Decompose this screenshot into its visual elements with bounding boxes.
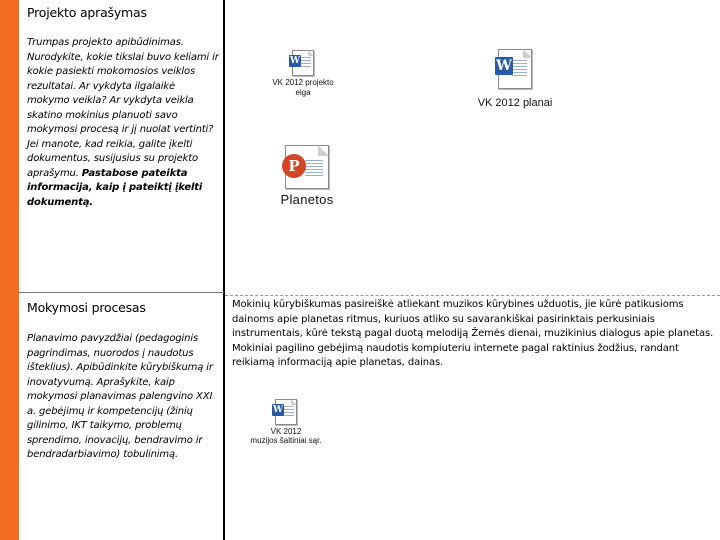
project-description-text[interactable] (27, 36, 219, 210)
word-document-icon: W (498, 49, 532, 89)
file-project-progress[interactable] (258, 50, 348, 98)
file-label: VK 2012 muzijos šaltiniai sąr. (250, 427, 322, 445)
project-description-body: Trumpas projekto apibūdinimas. Nurodykite, kokie tikslai buvo keliami ir kokie pasiekti mokomosios veiklos rezultatai. Ar vykdyta ilgalaikė mokymo veikla? Ar vykdyta veikla skatino mokinius planuoti savo mokymosi procesą ir jį nuolat vertinti? Jei manote, kad reikia, galite įkelti dokumentus, susijusius su projekto aprašymu. (27, 37, 219, 179)
file-plans[interactable] (470, 49, 560, 110)
project-description-note: Pastabose pateikta informacija, kaip į pateiktį įkelti dokumentą. (27, 167, 203, 208)
file-label: VK 2012 projekto eiga (272, 78, 334, 97)
section-heading-project-description: Projekto aprašymas (27, 5, 147, 20)
accent-side-bar (0, 0, 19, 540)
section-divider-right (225, 295, 720, 296)
file-planets-presentation[interactable] (262, 145, 352, 208)
creativity-description-text[interactable]: Mokinių kūrybiškumas pasireiškė atliekant muzikos kūrybines užduotis, jie kūrė patikusioms dainoms apie planetas ritmus, kuriuos atliko su savarankiškai pasirinktais perkusiniais instrumentais, kūrė tekstą pagal duotą melodiją Žemės dienai, muzikinius dialogus apie planetas. Mokiniai pagilino gebėjimą naudotis kompiuteriu internete pagal raktinius žodžius, randant reikiamą informaciją apie planetas, dainas. (232, 299, 714, 368)
file-label: Planetos (280, 192, 334, 207)
section-heading-learning-process: Mokymosi procesas (27, 300, 146, 315)
learning-process-text[interactable]: Planavimo pavyzdžiai (pedagoginis pagrindimas, nuorodos į naudotus išteklius). Apibūdinkite kūrybiškumą ir inovatyvumą. Aprašykite, kaip mokymosi planavimas palengvino XXI a. gebėjimų ir kompetencijų (žinių gilinimo, IKT taikymo, problemų sprendimo, inovacijų, bendravimo ir bendradarbiavimo) tobulinimą. (27, 333, 213, 460)
powerpoint-document-icon: P (285, 145, 329, 189)
file-music-sources[interactable] (246, 399, 326, 445)
word-document-icon: W (275, 399, 297, 425)
column-divider (223, 0, 225, 540)
word-document-icon: W (292, 50, 314, 76)
file-label: VK 2012 planai (477, 97, 553, 109)
section-divider-left (19, 292, 224, 293)
